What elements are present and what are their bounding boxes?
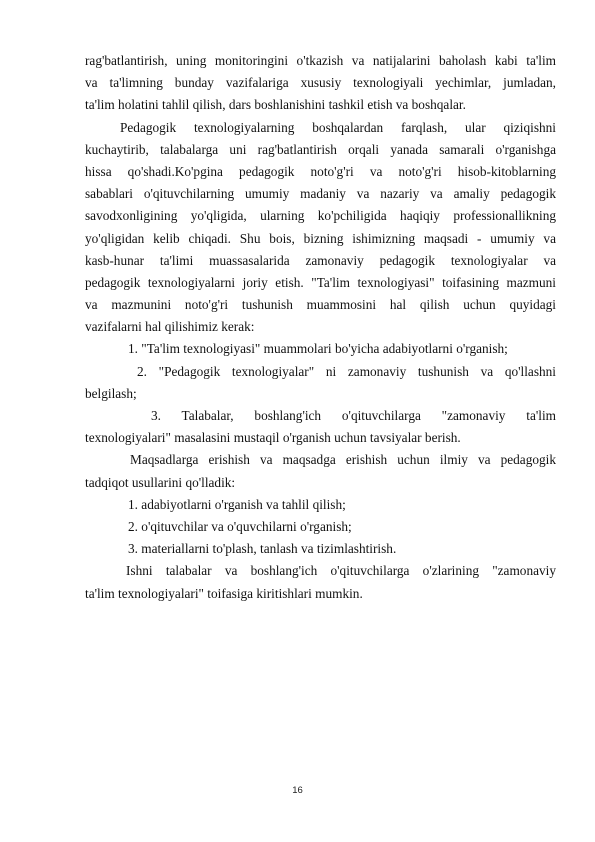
list-item: 3. Talabalar, boshlang'ich o'qituvchilarga "zamonaviy ta'lim: [151, 408, 556, 423]
text-line: pedagogik texnologiyalarni joriy etish. "Ta'lim texnologiyasi" toifasining mazmuni: [85, 274, 556, 290]
text-line: va ta'limning bunday vazifalariga xususiy texnologiyali yechimlar, jumladan,: [85, 75, 556, 91]
text-line: belgilash;: [85, 385, 137, 401]
text-line: Pedagogik texnologiyalarning boshqalardan farqlash, ular qiziqishni: [120, 119, 556, 135]
text-line: ta'lim texnologiyalari" toifasiga kiritishlari mumkin.: [85, 585, 363, 601]
text-line: yo'qligidan kelib chiqadi. Shu bois, bizning ishimizning maqsadi - umumiy va: [85, 230, 556, 246]
text-line: kasb-hunar ta'limi muassasalarida zamonaviy pedagogik texnologiyalar va: [85, 252, 556, 268]
text-line: kuchaytirib, talabalarga uni rag'batlantirish orqali yanada samarali o'rganishga: [85, 141, 556, 157]
text-line: ta'lim holatini tahlil qilish, dars boshlanishini tashkil etish va boshqalar.: [85, 97, 466, 113]
text-line: Maqsadlarga erishish va maqsadga erishish uchun ilmiy va pedagogik: [130, 452, 556, 468]
text-line: hissa qo'shadi.Ko'pgina pedagogik noto'g'ri va noto'g'ri hisob-kitoblarning: [85, 163, 556, 179]
list-item: 1. "Ta'lim texnologiyasi" muammolari bo'yicha adabiyotlarni o'rganish;: [128, 341, 508, 357]
page-number: 16: [292, 785, 303, 796]
text-line: texnologiyalari" masalasini mustaqil o'rganish uchun tavsiyalar berish.: [85, 430, 461, 446]
text-line: Ishni talabalar va boshlang'ich o'qituvchilarga o'zlarining "zamonaviy: [126, 563, 556, 579]
text-line: sabablari o'qituvchilarning umumiy madaniy va nazariy va amaliy pedagogik: [85, 186, 556, 202]
document-body: [85, 50, 556, 605]
text-line: vazifalarni hal qilishimiz kerak:: [85, 319, 255, 335]
text-line: rag'batlantirish, uning monitoringini o'tkazish va natijalarini baholash kabi ta'lim: [85, 53, 556, 68]
list-item: 3. materiallarni to'plash, tanlash va tizimlashtirish.: [128, 541, 397, 557]
text-line: va mazmunini noto'g'ri tushunish muammosini hal qilish uchun quyidagi: [85, 297, 556, 313]
list-item: 1. adabiyotlarni o'rganish va tahlil qilish;: [128, 496, 346, 512]
list-item: 2. o'qituvchilar va o'quvchilarni o'rganish;: [128, 518, 352, 534]
text-line: tadqiqot usullarini qo'lladik:: [85, 474, 236, 490]
list-item: 2. "Pedagogik texnologiyalar" ni zamonaviy tushunish va qo'llashni: [137, 363, 556, 379]
text-line: savodxonligining yo'qligida, ularning ko'pchiligida haqiqiy professionallikning: [85, 208, 556, 224]
